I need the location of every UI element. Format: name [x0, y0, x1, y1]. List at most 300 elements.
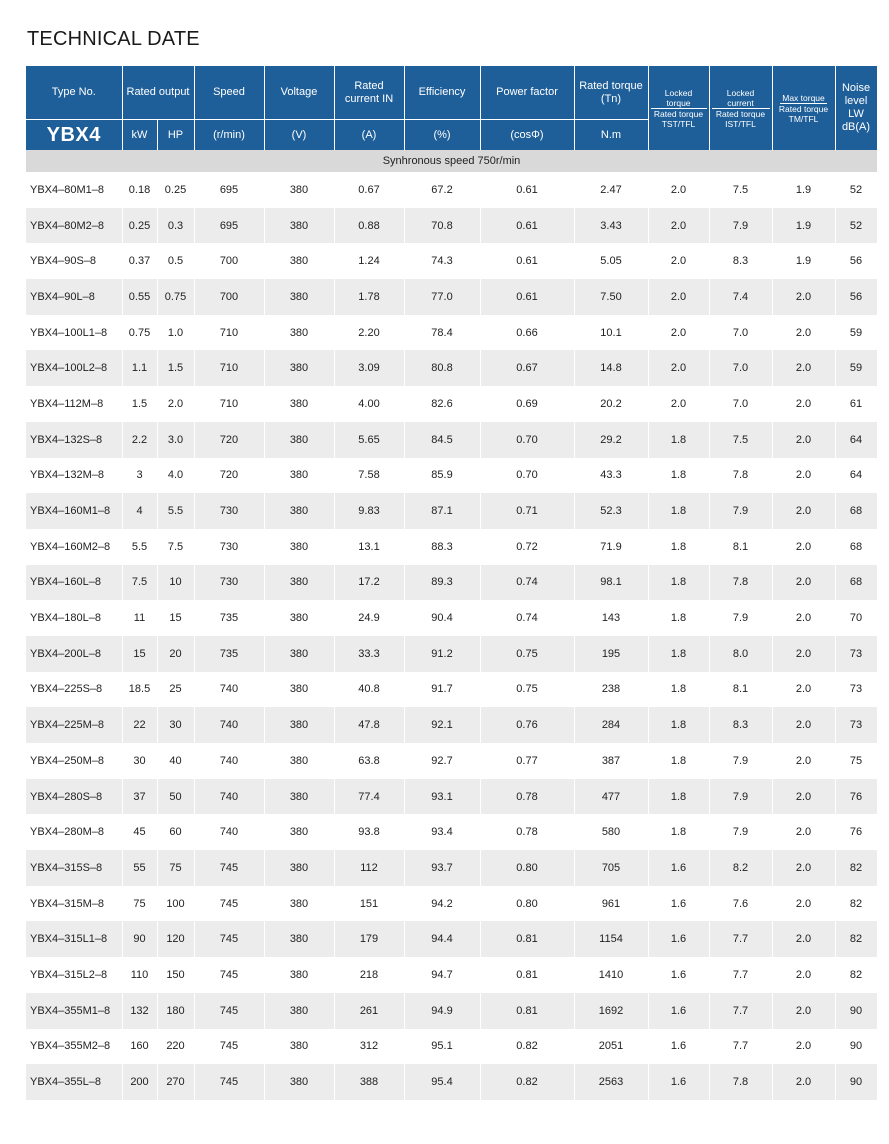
cell-hp: 4.0	[157, 458, 194, 494]
cell-locked-torque: 1.8	[648, 779, 709, 815]
cell-efficiency: 93.1	[404, 779, 480, 815]
cell-efficiency: 95.4	[404, 1064, 480, 1100]
cell-noise: 64	[835, 422, 877, 458]
cell-noise: 73	[835, 636, 877, 672]
cell-kw: 0.37	[122, 243, 157, 279]
cell-noise: 82	[835, 886, 877, 922]
cell-noise: 90	[835, 993, 877, 1029]
cell-locked-torque: 2.0	[648, 386, 709, 422]
cell-kw: 45	[122, 814, 157, 850]
cell-torque: 71.9	[574, 529, 648, 565]
cell-voltage: 380	[264, 600, 334, 636]
cell-torque: 387	[574, 743, 648, 779]
cell-locked-torque: 1.8	[648, 458, 709, 494]
cell-power-factor: 0.70	[480, 422, 574, 458]
cell-power-factor: 0.82	[480, 1064, 574, 1100]
cell-voltage: 380	[264, 422, 334, 458]
cell-power-factor: 0.70	[480, 458, 574, 494]
cell-voltage: 380	[264, 529, 334, 565]
cell-type-no: YBX4–80M1–8	[26, 172, 122, 208]
cell-kw: 132	[122, 993, 157, 1029]
cell-locked-torque: 1.6	[648, 921, 709, 957]
cell-speed: 740	[194, 779, 264, 815]
cell-type-no: YBX4–315S–8	[26, 850, 122, 886]
cell-voltage: 380	[264, 350, 334, 386]
cell-speed: 745	[194, 993, 264, 1029]
cell-torque: 29.2	[574, 422, 648, 458]
cell-power-factor: 0.61	[480, 243, 574, 279]
cell-voltage: 380	[264, 208, 334, 244]
cell-voltage: 380	[264, 565, 334, 601]
cell-speed: 710	[194, 386, 264, 422]
cell-kw: 2.2	[122, 422, 157, 458]
cell-max-torque: 2.0	[772, 957, 835, 993]
cell-max-torque: 2.0	[772, 779, 835, 815]
cell-power-factor: 0.67	[480, 350, 574, 386]
cell-locked-torque: 2.0	[648, 315, 709, 351]
cell-locked-current: 7.8	[709, 1064, 772, 1100]
locked-torque-denominator: Rated torque	[653, 108, 704, 119]
header-noise-level	[835, 66, 877, 150]
cell-voltage: 380	[264, 814, 334, 850]
technical-data-table	[26, 66, 878, 1100]
table-row	[26, 921, 877, 957]
cell-voltage: 380	[264, 458, 334, 494]
cell-type-no: YBX4–180L–8	[26, 600, 122, 636]
table-row	[26, 386, 877, 422]
cell-kw: 0.25	[122, 208, 157, 244]
cell-hp: 0.25	[157, 172, 194, 208]
cell-power-factor: 0.78	[480, 814, 574, 850]
cell-voltage: 380	[264, 636, 334, 672]
cell-torque: 14.8	[574, 350, 648, 386]
cell-locked-current: 7.7	[709, 957, 772, 993]
cell-power-factor: 0.75	[480, 672, 574, 708]
cell-power-factor: 0.81	[480, 921, 574, 957]
cell-type-no: YBX4–355M1–8	[26, 993, 122, 1029]
cell-speed: 730	[194, 493, 264, 529]
table-row	[26, 886, 877, 922]
cell-power-factor: 0.81	[480, 993, 574, 1029]
cell-efficiency: 67.2	[404, 172, 480, 208]
cell-efficiency: 77.0	[404, 279, 480, 315]
cell-noise: 59	[835, 315, 877, 351]
cell-efficiency: 89.3	[404, 565, 480, 601]
cell-max-torque: 1.9	[772, 208, 835, 244]
cell-efficiency: 70.8	[404, 208, 480, 244]
header-max-torque	[772, 66, 835, 150]
cell-type-no: YBX4–225S–8	[26, 672, 122, 708]
cell-locked-current: 7.9	[709, 779, 772, 815]
cell-locked-current: 8.3	[709, 243, 772, 279]
cell-max-torque: 2.0	[772, 636, 835, 672]
cell-hp: 60	[157, 814, 194, 850]
cell-kw: 0.75	[122, 315, 157, 351]
cell-locked-torque: 1.8	[648, 565, 709, 601]
header-locked-current	[709, 66, 772, 150]
cell-kw: 0.18	[122, 172, 157, 208]
cell-kw: 4	[122, 493, 157, 529]
cell-voltage: 380	[264, 707, 334, 743]
table-row	[26, 636, 877, 672]
cell-power-factor: 0.75	[480, 636, 574, 672]
cell-current: 7.58	[334, 458, 404, 494]
cell-power-factor: 0.69	[480, 386, 574, 422]
cell-speed: 700	[194, 279, 264, 315]
cell-power-factor: 0.71	[480, 493, 574, 529]
unit-hp: HP	[157, 120, 194, 151]
max-torque-unit: TM/TFL	[788, 113, 819, 124]
cell-speed: 745	[194, 1029, 264, 1065]
cell-hp: 3.0	[157, 422, 194, 458]
cell-noise: 82	[835, 921, 877, 957]
cell-noise: 90	[835, 1064, 877, 1100]
cell-kw: 18.5	[122, 672, 157, 708]
cell-current: 5.65	[334, 422, 404, 458]
cell-voltage: 380	[264, 1064, 334, 1100]
cell-power-factor: 0.76	[480, 707, 574, 743]
cell-hp: 7.5	[157, 529, 194, 565]
cell-power-factor: 0.61	[480, 172, 574, 208]
table-row	[26, 565, 877, 601]
locked-current-denominator: Rated torque	[715, 108, 766, 119]
cell-locked-current: 7.4	[709, 279, 772, 315]
cell-locked-current: 7.0	[709, 386, 772, 422]
cell-noise: 76	[835, 779, 877, 815]
cell-max-torque: 2.0	[772, 814, 835, 850]
unit-voltage: (V)	[264, 120, 334, 151]
header-efficiency: Efficiency	[404, 66, 480, 120]
cell-locked-current: 7.8	[709, 565, 772, 601]
cell-kw: 5.5	[122, 529, 157, 565]
cell-max-torque: 2.0	[772, 458, 835, 494]
unit-torque: N.m	[574, 120, 648, 151]
cell-type-no: YBX4–315L1–8	[26, 921, 122, 957]
cell-efficiency: 95.1	[404, 1029, 480, 1065]
cell-hp: 100	[157, 886, 194, 922]
cell-speed: 745	[194, 957, 264, 993]
cell-efficiency: 82.6	[404, 386, 480, 422]
cell-speed: 740	[194, 672, 264, 708]
cell-efficiency: 92.7	[404, 743, 480, 779]
cell-current: 93.8	[334, 814, 404, 850]
cell-hp: 30	[157, 707, 194, 743]
cell-max-torque: 2.0	[772, 1064, 835, 1100]
cell-locked-current: 7.7	[709, 1029, 772, 1065]
cell-locked-torque: 1.8	[648, 422, 709, 458]
cell-current: 312	[334, 1029, 404, 1065]
cell-voltage: 380	[264, 779, 334, 815]
cell-current: 218	[334, 957, 404, 993]
cell-noise: 59	[835, 350, 877, 386]
table-row	[26, 1029, 877, 1065]
cell-locked-torque: 1.8	[648, 636, 709, 672]
cell-torque: 961	[574, 886, 648, 922]
cell-current: 0.67	[334, 172, 404, 208]
cell-locked-current: 7.9	[709, 208, 772, 244]
cell-power-factor: 0.74	[480, 600, 574, 636]
cell-power-factor: 0.74	[480, 565, 574, 601]
cell-torque: 2051	[574, 1029, 648, 1065]
table-row	[26, 493, 877, 529]
cell-torque: 1154	[574, 921, 648, 957]
cell-torque: 705	[574, 850, 648, 886]
cell-max-torque: 2.0	[772, 422, 835, 458]
table-row	[26, 1064, 877, 1100]
cell-type-no: YBX4–355L–8	[26, 1064, 122, 1100]
cell-efficiency: 92.1	[404, 707, 480, 743]
cell-kw: 110	[122, 957, 157, 993]
cell-voltage: 380	[264, 993, 334, 1029]
cell-torque: 238	[574, 672, 648, 708]
cell-max-torque: 2.0	[772, 315, 835, 351]
cell-power-factor: 0.61	[480, 279, 574, 315]
cell-speed: 735	[194, 600, 264, 636]
cell-locked-current: 7.8	[709, 458, 772, 494]
cell-type-no: YBX4–100L2–8	[26, 350, 122, 386]
cell-max-torque: 2.0	[772, 565, 835, 601]
cell-kw: 0.55	[122, 279, 157, 315]
cell-hp: 25	[157, 672, 194, 708]
cell-speed: 700	[194, 243, 264, 279]
cell-current: 1.24	[334, 243, 404, 279]
cell-locked-current: 7.9	[709, 493, 772, 529]
table-row	[26, 743, 877, 779]
cell-locked-current: 8.2	[709, 850, 772, 886]
cell-current: 388	[334, 1064, 404, 1100]
cell-hp: 40	[157, 743, 194, 779]
table-row	[26, 779, 877, 815]
cell-type-no: YBX4–160L–8	[26, 565, 122, 601]
cell-locked-torque: 2.0	[648, 208, 709, 244]
header-rated-output: Rated output	[122, 66, 194, 120]
cell-current: 4.00	[334, 386, 404, 422]
cell-max-torque: 2.0	[772, 279, 835, 315]
cell-max-torque: 2.0	[772, 529, 835, 565]
cell-speed: 745	[194, 850, 264, 886]
cell-type-no: YBX4–160M1–8	[26, 493, 122, 529]
cell-type-no: YBX4–280M–8	[26, 814, 122, 850]
page-title: TECHNICAL DATE	[27, 28, 200, 50]
cell-type-no: YBX4–315L2–8	[26, 957, 122, 993]
cell-current: 33.3	[334, 636, 404, 672]
cell-type-no: YBX4–132S–8	[26, 422, 122, 458]
cell-hp: 0.75	[157, 279, 194, 315]
cell-kw: 90	[122, 921, 157, 957]
cell-locked-current: 8.1	[709, 529, 772, 565]
cell-power-factor: 0.66	[480, 315, 574, 351]
cell-torque: 477	[574, 779, 648, 815]
cell-locked-current: 7.0	[709, 315, 772, 351]
cell-power-factor: 0.80	[480, 850, 574, 886]
cell-locked-torque: 1.6	[648, 993, 709, 1029]
cell-hp: 270	[157, 1064, 194, 1100]
cell-power-factor: 0.82	[480, 1029, 574, 1065]
table-row	[26, 993, 877, 1029]
cell-locked-torque: 1.6	[648, 1029, 709, 1065]
cell-locked-current: 8.0	[709, 636, 772, 672]
cell-voltage: 380	[264, 743, 334, 779]
cell-noise: 64	[835, 458, 877, 494]
unit-power-factor: (cosΦ)	[480, 120, 574, 151]
cell-torque: 2.47	[574, 172, 648, 208]
cell-voltage: 380	[264, 279, 334, 315]
cell-power-factor: 0.77	[480, 743, 574, 779]
cell-torque: 580	[574, 814, 648, 850]
locked-torque-numerator: Locked torque	[651, 88, 707, 109]
cell-noise: 56	[835, 279, 877, 315]
cell-max-torque: 2.0	[772, 921, 835, 957]
cell-speed: 740	[194, 707, 264, 743]
table-row	[26, 458, 877, 494]
cell-torque: 195	[574, 636, 648, 672]
cell-hp: 0.3	[157, 208, 194, 244]
cell-torque: 143	[574, 600, 648, 636]
cell-efficiency: 74.3	[404, 243, 480, 279]
table-row	[26, 707, 877, 743]
cell-locked-torque: 1.8	[648, 814, 709, 850]
cell-type-no: YBX4–315M–8	[26, 886, 122, 922]
cell-hp: 5.5	[157, 493, 194, 529]
cell-efficiency: 87.1	[404, 493, 480, 529]
locked-current-unit: IST/TFL	[725, 118, 756, 129]
cell-efficiency: 85.9	[404, 458, 480, 494]
cell-noise: 82	[835, 850, 877, 886]
cell-type-no: YBX4–225M–8	[26, 707, 122, 743]
table-row	[26, 672, 877, 708]
cell-noise: 90	[835, 1029, 877, 1065]
cell-kw: 15	[122, 636, 157, 672]
header-type-no: Type No.	[26, 66, 122, 120]
cell-noise: 52	[835, 172, 877, 208]
cell-current: 13.1	[334, 529, 404, 565]
cell-voltage: 380	[264, 172, 334, 208]
cell-locked-torque: 1.8	[648, 672, 709, 708]
cell-power-factor: 0.61	[480, 208, 574, 244]
cell-voltage: 380	[264, 672, 334, 708]
cell-torque: 7.50	[574, 279, 648, 315]
cell-noise: 68	[835, 529, 877, 565]
cell-locked-current: 7.9	[709, 600, 772, 636]
header-rated-current: Rated current IN	[334, 66, 404, 120]
cell-torque: 1410	[574, 957, 648, 993]
table-row	[26, 957, 877, 993]
table-row	[26, 814, 877, 850]
sync-speed-row	[26, 150, 877, 172]
cell-current: 151	[334, 886, 404, 922]
cell-noise: 73	[835, 672, 877, 708]
cell-voltage: 380	[264, 957, 334, 993]
cell-type-no: YBX4–112M–8	[26, 386, 122, 422]
noise-label: Noise level LW	[841, 82, 871, 120]
cell-power-factor: 0.81	[480, 957, 574, 993]
cell-max-torque: 1.9	[772, 172, 835, 208]
locked-current-numerator: Locked current	[712, 88, 770, 109]
cell-kw: 55	[122, 850, 157, 886]
cell-speed: 740	[194, 814, 264, 850]
cell-current: 112	[334, 850, 404, 886]
cell-kw: 30	[122, 743, 157, 779]
table-row	[26, 172, 877, 208]
cell-kw: 1.5	[122, 386, 157, 422]
cell-efficiency: 88.3	[404, 529, 480, 565]
cell-type-no: YBX4–250M–8	[26, 743, 122, 779]
cell-noise: 56	[835, 243, 877, 279]
cell-kw: 160	[122, 1029, 157, 1065]
cell-max-torque: 2.0	[772, 386, 835, 422]
cell-locked-current: 7.7	[709, 993, 772, 1029]
cell-noise: 75	[835, 743, 877, 779]
cell-efficiency: 91.7	[404, 672, 480, 708]
cell-noise: 52	[835, 208, 877, 244]
cell-locked-torque: 1.8	[648, 493, 709, 529]
cell-speed: 745	[194, 921, 264, 957]
sync-speed-label: Synhronous speed 750r/min	[26, 150, 877, 172]
cell-locked-torque: 1.8	[648, 707, 709, 743]
cell-voltage: 380	[264, 493, 334, 529]
cell-type-no: YBX4–355M2–8	[26, 1029, 122, 1065]
cell-torque: 10.1	[574, 315, 648, 351]
cell-speed: 710	[194, 350, 264, 386]
cell-voltage: 380	[264, 1029, 334, 1065]
cell-speed: 710	[194, 315, 264, 351]
cell-torque: 2563	[574, 1064, 648, 1100]
cell-max-torque: 2.0	[772, 850, 835, 886]
cell-locked-torque: 2.0	[648, 350, 709, 386]
cell-locked-torque: 1.8	[648, 743, 709, 779]
cell-locked-torque: 2.0	[648, 279, 709, 315]
cell-current: 2.20	[334, 315, 404, 351]
cell-efficiency: 93.4	[404, 814, 480, 850]
cell-max-torque: 2.0	[772, 350, 835, 386]
cell-current: 179	[334, 921, 404, 957]
cell-power-factor: 0.72	[480, 529, 574, 565]
cell-hp: 120	[157, 921, 194, 957]
cell-locked-torque: 1.8	[648, 529, 709, 565]
cell-locked-current: 7.9	[709, 743, 772, 779]
table-row	[26, 422, 877, 458]
cell-type-no: YBX4–200L–8	[26, 636, 122, 672]
header-voltage: Voltage	[264, 66, 334, 120]
cell-current: 1.78	[334, 279, 404, 315]
cell-current: 9.83	[334, 493, 404, 529]
header-speed: Speed	[194, 66, 264, 120]
cell-max-torque: 2.0	[772, 707, 835, 743]
cell-efficiency: 93.7	[404, 850, 480, 886]
table-row	[26, 350, 877, 386]
cell-noise: 68	[835, 565, 877, 601]
cell-type-no: YBX4–160M2–8	[26, 529, 122, 565]
cell-kw: 75	[122, 886, 157, 922]
cell-efficiency: 80.8	[404, 350, 480, 386]
cell-locked-torque: 2.0	[648, 243, 709, 279]
cell-locked-current: 8.1	[709, 672, 772, 708]
cell-type-no: YBX4–132M–8	[26, 458, 122, 494]
cell-hp: 150	[157, 957, 194, 993]
max-torque-numerator: Max torque	[782, 92, 825, 103]
series-label: YBX4	[26, 120, 122, 151]
cell-locked-torque: 1.8	[648, 600, 709, 636]
cell-noise: 70	[835, 600, 877, 636]
cell-max-torque: 2.0	[772, 886, 835, 922]
cell-hp: 220	[157, 1029, 194, 1065]
table-row	[26, 208, 877, 244]
cell-max-torque: 2.0	[772, 672, 835, 708]
cell-locked-torque: 1.6	[648, 886, 709, 922]
cell-locked-current: 7.0	[709, 350, 772, 386]
locked-torque-unit: TST/TFL	[661, 118, 696, 129]
cell-kw: 11	[122, 600, 157, 636]
